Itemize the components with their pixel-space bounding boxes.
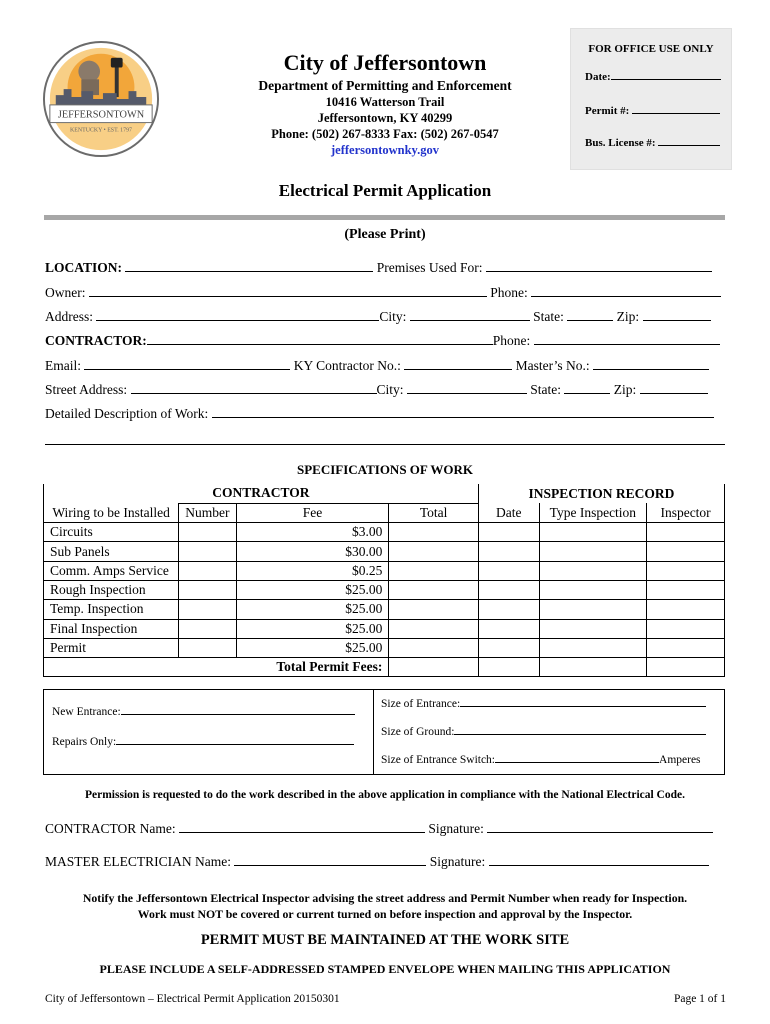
type-inspection-cell[interactable]	[539, 600, 647, 619]
amperes-label: Amperes	[659, 754, 701, 766]
row-item: Rough Inspection	[44, 580, 179, 599]
col-header-total: Total	[389, 503, 478, 522]
city-label: City:	[379, 309, 407, 324]
permission-statement: Permission is requested to do the work described in the above application in compliance with the National Electrical Code.	[84, 789, 685, 801]
contractor-signature-label: Signature:	[428, 821, 484, 836]
office-license-field[interactable]	[658, 145, 720, 146]
office-permit-row[interactable]	[585, 105, 721, 117]
fee-cell: $25.00	[236, 638, 389, 657]
row-item: Circuits	[44, 523, 179, 542]
email-field[interactable]	[84, 369, 290, 370]
header-block	[200, 50, 570, 158]
seal-lamp-icon	[111, 58, 123, 68]
zip-label: Zip:	[616, 309, 640, 324]
state-field[interactable]	[567, 320, 613, 321]
repairs-only-label: Repairs Only:	[52, 736, 117, 748]
total-cell[interactable]	[389, 561, 478, 580]
number-cell[interactable]	[179, 542, 236, 561]
date-cell[interactable]	[478, 619, 539, 638]
size-switch-field[interactable]	[495, 762, 659, 763]
col-header-inspector: Inspector	[647, 503, 725, 522]
date-cell[interactable]	[478, 542, 539, 561]
type-inspection-cell[interactable]	[539, 523, 647, 542]
number-cell[interactable]	[179, 580, 236, 599]
contractor-zip-label: Zip:	[613, 382, 637, 397]
contractor-city-label: City:	[376, 382, 404, 397]
contractor-label: CONTRACTOR:	[45, 333, 147, 348]
envelope-notice: PLEASE INCLUDE A SELF-ADDRESSED STAMPED ENVELOPE WHEN MAILING THIS APPLICATION	[99, 962, 671, 976]
fee-cell: $25.00	[236, 580, 389, 599]
office-permit-field[interactable]	[632, 113, 720, 114]
address-label: Address:	[45, 309, 93, 324]
contractor-phone-field[interactable]	[534, 344, 720, 345]
type-inspection-cell[interactable]	[539, 580, 647, 599]
row-item: Final Inspection	[44, 619, 179, 638]
total-cell[interactable]	[389, 523, 478, 542]
number-cell[interactable]	[179, 638, 236, 657]
masters-field[interactable]	[593, 369, 709, 370]
title-divider	[44, 215, 725, 220]
col-header-fee: Fee	[236, 503, 389, 522]
city-state-zip: Jeffersontown, KY 40299	[317, 111, 453, 125]
type-inspection-cell[interactable]	[539, 619, 647, 638]
size-switch-label: Size of Entrance Switch:	[381, 754, 496, 766]
date-cell[interactable]	[478, 561, 539, 580]
total-cell[interactable]	[389, 619, 478, 638]
size-ground-row	[381, 726, 706, 738]
table-row	[44, 542, 725, 561]
contractor-signature-row	[45, 821, 713, 837]
row-item: Comm. Amps Service	[44, 561, 179, 580]
size-ground-field[interactable]	[454, 734, 706, 735]
number-cell[interactable]	[179, 619, 236, 638]
new-entrance-label: New Entrance:	[52, 706, 121, 718]
owner-row	[45, 285, 721, 301]
address-field[interactable]	[96, 320, 379, 321]
ky-contractor-field[interactable]	[404, 369, 512, 370]
master-name-field[interactable]	[234, 865, 426, 866]
inspector-cell[interactable]	[647, 600, 725, 619]
size-entrance-field[interactable]	[460, 706, 706, 707]
office-permit-label: Permit #:	[585, 105, 630, 117]
col-header-type-inspection: Type Inspection	[539, 503, 647, 522]
description-label: Detailed Description of Work:	[45, 406, 209, 421]
location-row	[45, 260, 712, 276]
row-item: Temp. Inspection	[44, 600, 179, 619]
table-row	[44, 600, 725, 619]
inspector-cell[interactable]	[647, 523, 725, 542]
col-header-number: Number	[179, 503, 236, 522]
number-cell[interactable]	[179, 600, 236, 619]
table-row	[44, 523, 725, 542]
total-fees-cell[interactable]	[389, 658, 478, 677]
seal-sub-text: KENTUCKY • EST. 1797	[70, 127, 132, 134]
date-cell[interactable]	[478, 580, 539, 599]
owner-field[interactable]	[89, 296, 487, 297]
contractor-group-header: CONTRACTOR	[44, 484, 479, 503]
entrance-box-divider	[373, 690, 374, 774]
city-seal-logo	[42, 40, 160, 158]
table-row	[44, 619, 725, 638]
col-header-wiring: Wiring to be Installed	[44, 503, 179, 522]
total-cell[interactable]	[389, 580, 478, 599]
footer-doc-id: City of Jeffersontown – Electrical Permit Application 20150301	[45, 993, 340, 1005]
owner-address-row	[45, 309, 711, 325]
master-signature-row	[45, 854, 709, 870]
email-row	[45, 358, 709, 374]
master-signature-field[interactable]	[489, 865, 709, 866]
date-cell[interactable]	[478, 638, 539, 657]
total-cell[interactable]	[389, 542, 478, 561]
notify-line-2: Work must NOT be covered or current turned on before inspection and approval by the Inspector.	[137, 907, 633, 921]
office-license-label: Bus. License #:	[585, 137, 656, 149]
description-row	[45, 406, 714, 422]
repairs-only-row	[52, 736, 354, 748]
total-cell[interactable]	[389, 638, 478, 657]
table-header-row	[44, 503, 725, 522]
type-inspection-cell[interactable]	[539, 638, 647, 657]
owner-phone-field[interactable]	[531, 296, 721, 297]
notify-instructions	[0, 890, 770, 922]
description-field[interactable]	[212, 417, 714, 418]
zip-field[interactable]	[643, 320, 711, 321]
location-label: LOCATION:	[45, 260, 123, 275]
new-entrance-row	[52, 706, 355, 718]
form-title: Electrical Permit Application	[278, 181, 492, 200]
inspector-cell[interactable]	[647, 619, 725, 638]
location-field[interactable]	[125, 271, 373, 272]
inspector-cell[interactable]	[647, 561, 725, 580]
type-inspection-cell[interactable]	[539, 561, 647, 580]
department-name: Department of Permitting and Enforcement	[258, 78, 512, 93]
inspection-group-header: INSPECTION RECORD	[478, 484, 724, 503]
owner-phone-label: Phone:	[490, 285, 528, 300]
specifications-table	[43, 484, 725, 677]
new-entrance-field[interactable]	[121, 714, 355, 715]
entrance-box	[43, 689, 725, 775]
contractor-zip-field[interactable]	[640, 393, 708, 394]
total-fees-label: Total Permit Fees:	[44, 658, 389, 677]
col-header-date: Date	[478, 503, 539, 522]
street-address-label: Street Address:	[45, 382, 128, 397]
total-cell[interactable]	[389, 600, 478, 619]
date-cell[interactable]	[478, 600, 539, 619]
fee-cell: $3.00	[236, 523, 389, 542]
please-print-note: (Please Print)	[344, 227, 426, 242]
seal-name-text: JEFFERSONTOWN	[57, 109, 145, 121]
footer-page-number: Page 1 of 1	[673, 993, 726, 1005]
contractor-row	[45, 333, 720, 349]
fee-cell: $25.00	[236, 600, 389, 619]
contractor-state-label: State:	[530, 382, 562, 397]
contractor-city-field[interactable]	[407, 393, 527, 394]
office-date-row[interactable]	[585, 71, 721, 83]
office-license-row[interactable]	[585, 137, 721, 149]
fee-cell: $25.00	[236, 619, 389, 638]
contractor-state-field[interactable]	[564, 393, 610, 394]
specs-title: SPECIFICATIONS OF WORK	[296, 462, 473, 477]
number-cell[interactable]	[179, 523, 236, 542]
fee-cell: $0.25	[236, 561, 389, 580]
contractor-field[interactable]	[147, 344, 493, 345]
website-link[interactable]: jeffersontownky.gov	[331, 143, 439, 157]
row-item: Permit	[44, 638, 179, 657]
inspector-cell[interactable]	[647, 542, 725, 561]
contractor-signature-field[interactable]	[487, 832, 713, 833]
email-label: Email:	[45, 358, 81, 373]
contractor-name-field[interactable]	[179, 832, 425, 833]
inspector-cell[interactable]	[647, 658, 725, 677]
seal-portrait	[78, 61, 100, 83]
type-inspection-cell[interactable]	[539, 542, 647, 561]
table-group-header-row	[44, 484, 725, 503]
maintain-notice: PERMIT MUST BE MAINTAINED AT THE WORK SITE	[200, 932, 570, 948]
street-address: 10416 Watterson Trail	[325, 95, 445, 109]
master-signature-label: Signature:	[429, 854, 486, 869]
master-name-label: MASTER ELECTRICIAN Name:	[45, 854, 231, 869]
office-use-title: FOR OFFICE USE ONLY	[588, 43, 714, 55]
premises-field[interactable]	[486, 271, 712, 272]
number-cell[interactable]	[179, 561, 236, 580]
notify-line-1: Notify the Jeffersontown Electrical Inspector advising the street address and Permit Number when ready for Inspection.	[82, 891, 688, 905]
type-inspection-cell[interactable]	[539, 658, 647, 677]
contractor-name-label: CONTRACTOR Name:	[45, 821, 176, 836]
size-switch-row	[381, 754, 701, 766]
description-field-line-2[interactable]	[45, 444, 725, 445]
office-date-field[interactable]	[611, 79, 721, 80]
size-entrance-label: Size of Entrance:	[381, 698, 461, 710]
size-entrance-row	[381, 698, 706, 710]
date-cell[interactable]	[478, 658, 539, 677]
office-date-label: Date:	[585, 71, 611, 83]
table-row	[44, 580, 725, 599]
date-cell[interactable]	[478, 523, 539, 542]
total-row	[44, 658, 725, 677]
inspector-cell[interactable]	[647, 638, 725, 657]
premises-label: Premises Used For:	[376, 260, 483, 275]
fee-cell: $30.00	[236, 542, 389, 561]
table-row	[44, 561, 725, 580]
state-label: State:	[533, 309, 564, 324]
size-ground-label: Size of Ground:	[381, 726, 455, 738]
row-item: Sub Panels	[44, 542, 179, 561]
contractor-address-row	[45, 382, 708, 398]
ky-contractor-label: KY Contractor No.:	[293, 358, 401, 373]
inspector-cell[interactable]	[647, 580, 725, 599]
office-use-box	[570, 28, 732, 170]
city-title: City of Jeffersontown	[283, 50, 487, 75]
owner-label: Owner:	[45, 285, 86, 300]
contractor-phone-label: Phone:	[492, 333, 531, 348]
masters-label: Master’s No.:	[515, 358, 590, 373]
phone-fax: Phone: (502) 267-8333 Fax: (502) 267-0547	[271, 127, 499, 141]
city-field[interactable]	[410, 320, 530, 321]
repairs-only-field[interactable]	[116, 744, 354, 745]
table-row	[44, 638, 725, 657]
street-address-field[interactable]	[131, 393, 377, 394]
